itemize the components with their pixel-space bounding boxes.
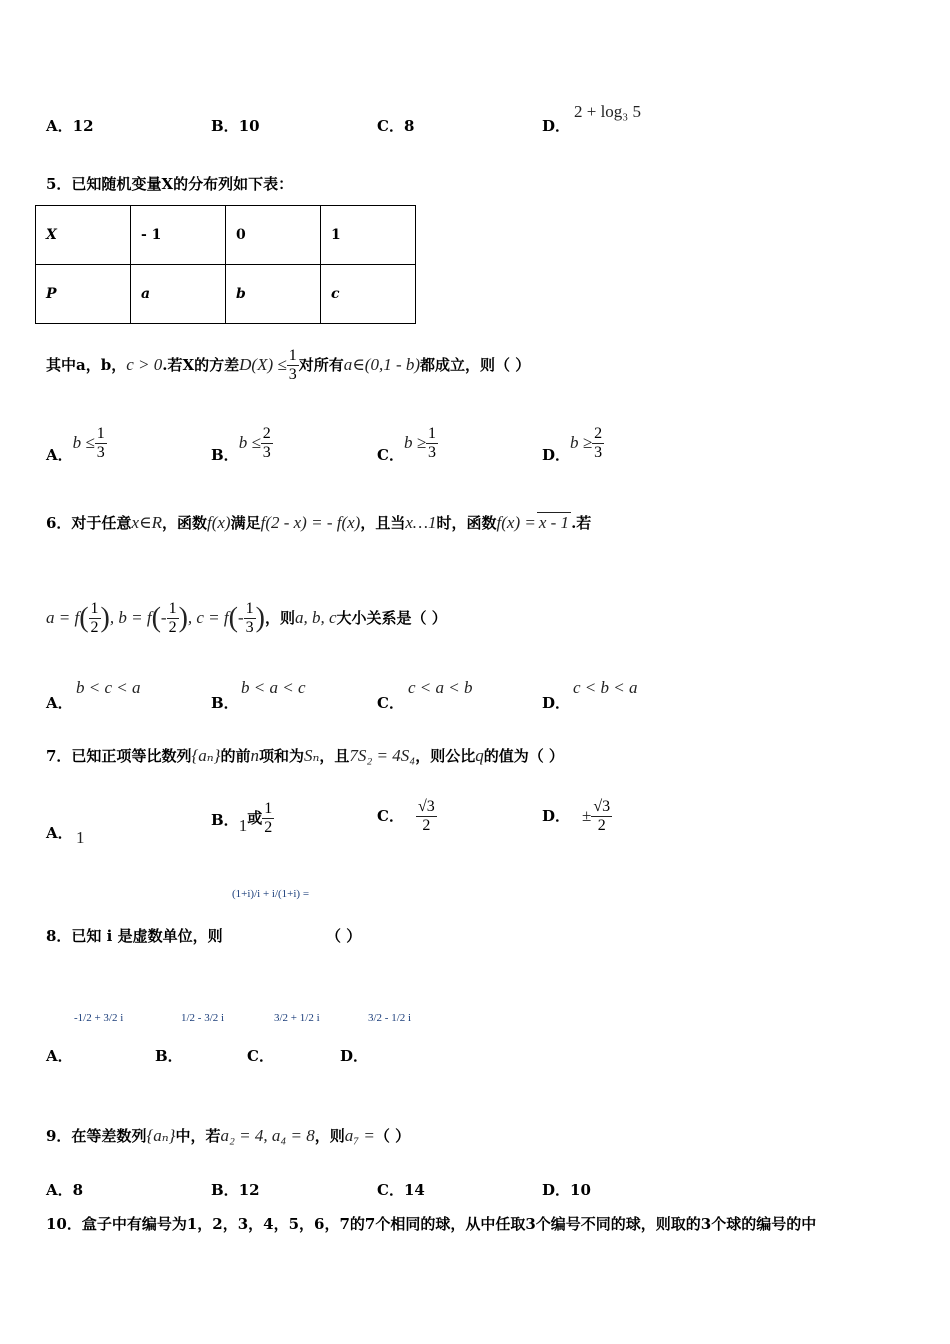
table-cell: 0 <box>226 206 321 265</box>
table-cell: - 1 <box>131 206 226 265</box>
q5-option-c: C．b ≥ $\frac{1}{3}$ <box>377 425 437 464</box>
q4-option-a: A．12 <box>46 117 94 135</box>
q8-stem: 8．已知 i 是虚数单位，则 <box>46 927 223 945</box>
q6-definitions: a = f( $\frac{1}{2}$ ), b = f(- $\frac{1}{2}$ ), c = f(- $\frac{1}{3}$ )，则a, b, c大小关系是（ ） <box>46 600 447 636</box>
q6-option-d-expr: c < b < a <box>573 678 638 697</box>
q7-option-c: C． $\frac{√3}{2}$ <box>377 798 435 834</box>
table-cell: c <box>321 265 416 324</box>
q6-stem: 6．对于任意x∈R，函数f(x)满足f(2 - x) = - f(x)，且当x…1时，函数f(x) = x - 1 .若 <box>46 513 592 532</box>
table-cell: a <box>131 265 226 324</box>
q8-option-d: D． <box>340 1047 369 1065</box>
q8-option-c: C． <box>247 1047 274 1065</box>
q5-stem: 5．已知随机变量X的分布列如下表： <box>46 175 294 193</box>
q4-option-d-expr: 2 + log₃ 5 <box>574 102 641 121</box>
q5-option-a: A．b ≤ $\frac{1}{3}$ <box>46 425 105 464</box>
q6-option-b-expr: b < a < c <box>241 678 306 697</box>
q5-option-b: B．b ≤ $\frac{2}{3}$ <box>211 425 271 464</box>
q6-option-a: A． <box>46 694 73 712</box>
q8-option-d-expr: 3/2 - 1/2 i <box>368 1012 412 1024</box>
q9-option-c: C．14 <box>377 1181 425 1199</box>
table-cell: 1 <box>321 206 416 265</box>
q8-option-b-expr: 1/2 - 3/2 i <box>181 1012 225 1024</box>
q8-expression-image: (1+i)/i + i/(1+i) = <box>232 888 310 900</box>
q9-stem: 9．在等差数列{aₙ}中，若a₂ = 4, a₄ = 8，则a₇ =（ ） <box>46 1126 411 1145</box>
q4-option-c: C．8 <box>377 117 415 135</box>
q8-option-c-expr: 3/2 + 1/2 i <box>274 1012 320 1024</box>
q5-option-d: D．b ≥ $\frac{2}{3}$ <box>542 425 603 464</box>
q8-option-a: A． <box>46 1047 73 1065</box>
q8-option-a-expr: -1/2 + 3/2 i <box>74 1012 124 1024</box>
q7-option-b: B．1或 $\frac{1}{2}$ <box>211 800 273 836</box>
q6-option-c: C． <box>377 694 404 712</box>
q9-option-a: A．8 <box>46 1181 84 1199</box>
table-row <box>36 206 416 265</box>
q5-distribution-table <box>35 205 416 324</box>
q10-stem: 10．盒子中有编号为1，2，3，4，5，6，7的7个相同的球，从中任取3个编号不同的球，则取的3个球的编号的中 <box>46 1215 817 1233</box>
table-cell: b <box>226 265 321 324</box>
table-row <box>36 265 416 324</box>
q4-option-d: D． <box>542 117 571 135</box>
table-cell: X <box>36 206 131 265</box>
q7-stem: 7．已知正项等比数列{aₙ}的前n项和为Sₙ，且7S₂ = 4S₄，则公比q的值为（ ） <box>46 746 564 765</box>
q6-option-c-expr: c < a < b <box>408 678 473 697</box>
q7-option-a-expr: 1 <box>76 828 85 847</box>
q7-option-a: A． <box>46 824 73 842</box>
table-cell: P <box>36 265 131 324</box>
q8-paren: （ ） <box>326 927 362 945</box>
q9-option-b: B．12 <box>211 1181 260 1199</box>
q5-condition: 其中a，b，c > 0.若X的方差D(X) ≤ $\frac{1}{3}$ 对所有a∈(0,1 - b)都成立，则（ ） <box>46 347 531 383</box>
q6-option-d: D． <box>542 694 571 712</box>
q6-option-a-expr: b < c < a <box>76 678 141 697</box>
q7-option-d: D． ± $\frac{√3}{2}$ <box>542 798 611 834</box>
q6-option-b: B． <box>211 694 239 712</box>
q4-option-b: B．10 <box>211 117 260 135</box>
q8-option-b: B． <box>155 1047 183 1065</box>
q9-option-d: D．10 <box>542 1181 591 1199</box>
